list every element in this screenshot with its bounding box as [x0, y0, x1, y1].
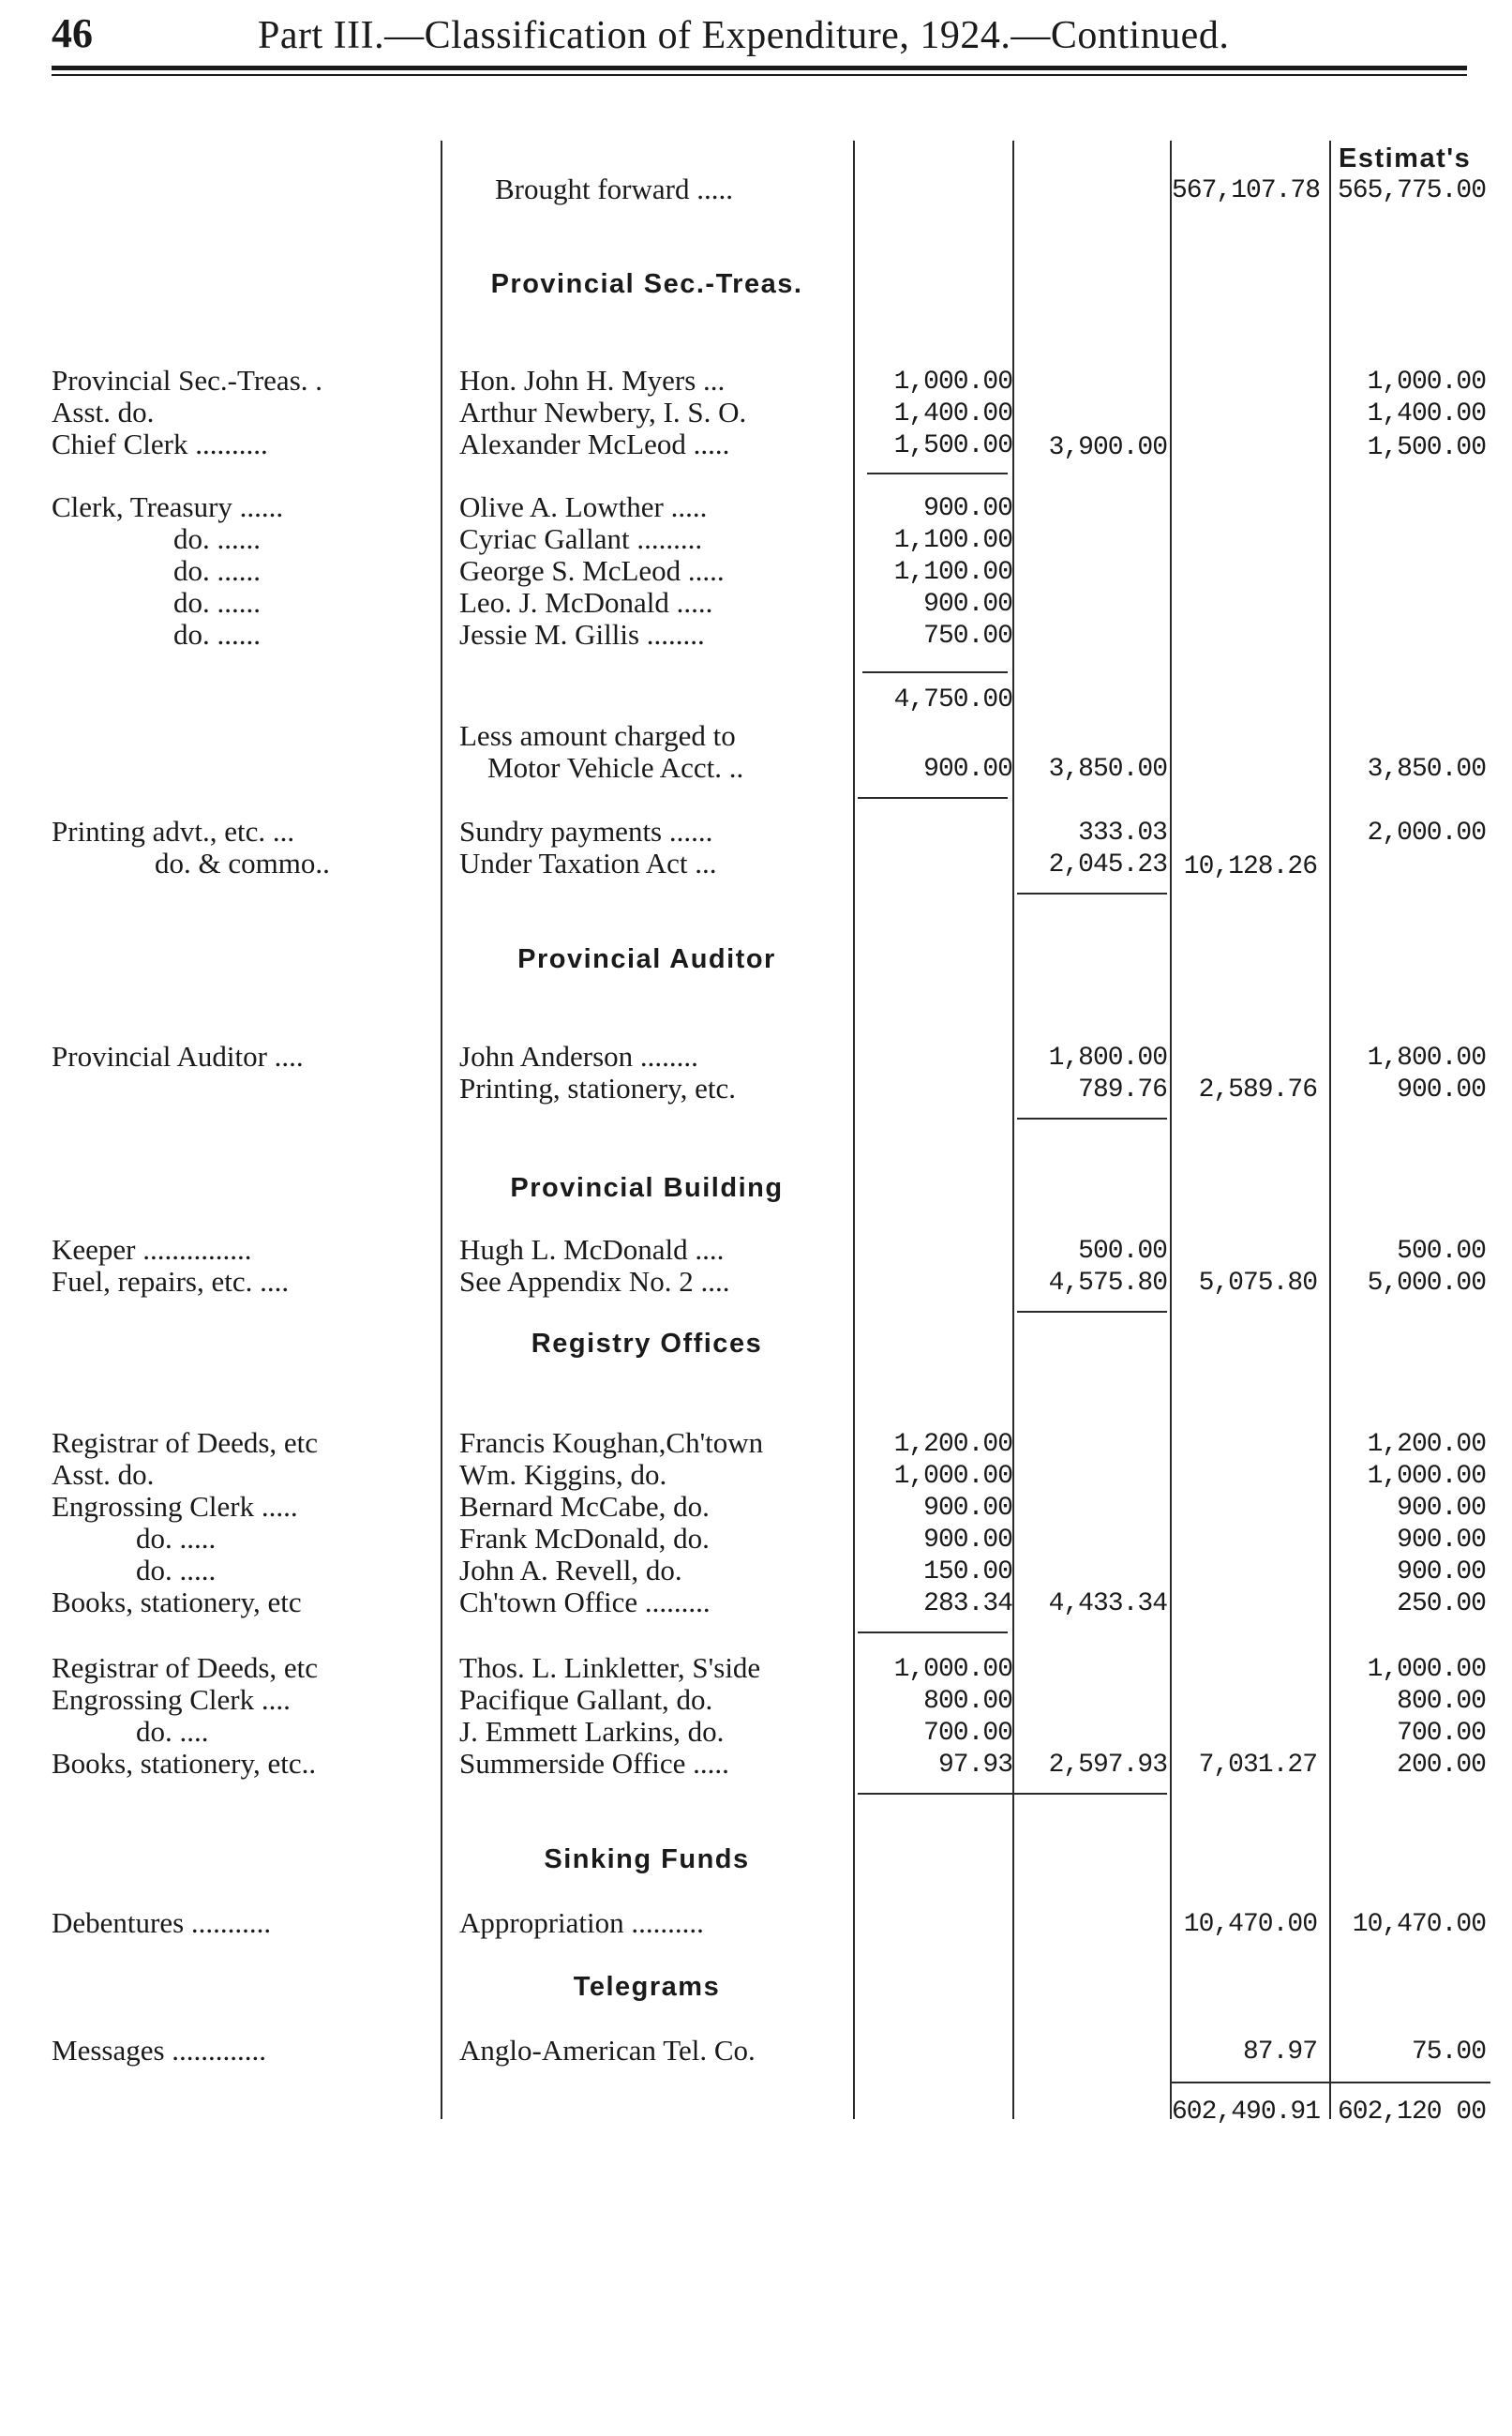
row-position: do. ......	[173, 587, 261, 619]
row-name: Bernard McCabe, do.	[459, 1491, 710, 1523]
row-amount: 900.00	[923, 1494, 1012, 1523]
row-amount: 150.00	[923, 1557, 1012, 1586]
row-total: 87.97	[1242, 2038, 1317, 2067]
section-title-sinking: Sinking Funds	[544, 1844, 750, 1874]
row-subtotal: 3,900.00	[1048, 433, 1167, 462]
row-amount: 900.00	[923, 590, 1012, 619]
row-position: Provincial Sec.-Treas. .	[52, 365, 323, 397]
section-title-auditor: Provincial Auditor	[517, 944, 776, 974]
sum-rule	[1017, 1118, 1167, 1120]
row-amount: 1,100.00	[893, 526, 1012, 555]
row-subtotal: 4,433.34	[1048, 1589, 1167, 1618]
sum-rule	[858, 1793, 1167, 1795]
row-amount: 1,100.00	[893, 558, 1012, 587]
row-estimate: 1,800.00	[1367, 1044, 1486, 1073]
sum-rule	[867, 473, 1008, 474]
row-amount: 97.93	[937, 1751, 1012, 1780]
row-estimate: 1,000.00	[1367, 1655, 1486, 1684]
row-name: Wm. Kiggins, do.	[459, 1459, 667, 1491]
row-estimate: 1,400.00	[1367, 399, 1486, 429]
row-position: Books, stationery, etc..	[52, 1748, 317, 1780]
row-position: Engrossing Clerk .....	[52, 1491, 298, 1523]
row-name: Thos. L. Linkletter, S'side	[459, 1652, 761, 1684]
brought-forward-estimate: 565,775.00	[1337, 176, 1486, 205]
page-number: 46	[52, 10, 93, 56]
row-estimate: 900.00	[1397, 1494, 1486, 1523]
column-divider-left	[441, 141, 442, 2119]
brought-forward-label: Brought forward .....	[495, 173, 733, 205]
row-estimate: 900.00	[1397, 1557, 1486, 1586]
row-position: Asst. do.	[52, 1459, 155, 1491]
row-name: Sundry payments ......	[459, 816, 713, 848]
row-name: Cyriac Gallant .........	[459, 523, 703, 555]
row-position: Messages .............	[52, 2035, 267, 2067]
row-total: 10,470.00	[1183, 1910, 1317, 1939]
row-name: Under Taxation Act ...	[459, 848, 717, 880]
column-divider-subtotal	[1012, 141, 1014, 2119]
column-divider-total	[1170, 141, 1172, 2119]
row-position: do. .....	[136, 1523, 217, 1555]
row-position: Provincial Auditor ....	[52, 1041, 304, 1073]
row-position: Chief Clerk ..........	[52, 429, 268, 460]
row-name: Summerside Office .....	[459, 1748, 729, 1780]
grand-total-estimate: 602,120 00	[1337, 2098, 1486, 2127]
brought-forward-total: 567,107.78	[1172, 176, 1321, 205]
row-estimate: 700.00	[1397, 1719, 1486, 1748]
row-subtotal: 789.76	[1078, 1075, 1167, 1105]
row-estimate: 500.00	[1397, 1237, 1486, 1266]
sum-rule	[1017, 1311, 1167, 1313]
row-name: Jessie M. Gillis ........	[459, 619, 705, 651]
section-title-registry: Registry Offices	[531, 1329, 763, 1359]
row-amount: 283.34	[923, 1589, 1012, 1618]
row-position: Keeper ...............	[52, 1234, 252, 1266]
row-position: Fuel, repairs, etc. ....	[52, 1266, 290, 1298]
row-amount: 1,000.00	[893, 1462, 1012, 1491]
row-estimate: 75.00	[1411, 2038, 1486, 2067]
row-name: Appropriation ..........	[459, 1907, 704, 1939]
row-subtotal: 1,800.00	[1048, 1044, 1167, 1073]
section-title-prov-sec: Provincial Sec.-Treas.	[490, 269, 803, 299]
sum-rule	[862, 671, 1008, 673]
row-amount: 1,000.00	[893, 368, 1012, 397]
row-amount: 900.00	[923, 494, 1012, 523]
row-name: Alexander McLeod .....	[459, 429, 730, 460]
row-estimate: 1,200.00	[1367, 1430, 1486, 1459]
row-total: 2,589.76	[1198, 1075, 1317, 1105]
row-amount: 1,400.00	[893, 399, 1012, 429]
row-amount: 800.00	[923, 1687, 1012, 1716]
row-name: Hugh L. McDonald ....	[459, 1234, 725, 1266]
row-name: Arthur Newbery, I. S. O.	[459, 397, 747, 429]
row-name: Francis Koughan,Ch'town	[459, 1427, 764, 1459]
sum-rule	[858, 1632, 1008, 1633]
row-name: John A. Revell, do.	[459, 1555, 682, 1586]
row-position: do. .....	[136, 1555, 217, 1586]
sum-rule	[1172, 2082, 1490, 2083]
row-amount: 900.00	[923, 1526, 1012, 1555]
row-name: George S. McLeod .....	[459, 555, 725, 587]
row-position: Asst. do.	[52, 397, 155, 429]
grand-total: 602,490.91	[1172, 2098, 1321, 2127]
row-subtotal: 2,597.93	[1048, 1751, 1167, 1780]
row-position: do. ......	[173, 619, 261, 651]
sum-rule	[1017, 893, 1167, 895]
row-estimate: 800.00	[1397, 1687, 1486, 1716]
clerk-total: 4,750.00	[893, 685, 1012, 714]
row-name: Pacifique Gallant, do.	[459, 1684, 713, 1716]
row-subtotal: 333.03	[1078, 819, 1167, 848]
row-name: Olive A. Lowther .....	[459, 491, 708, 523]
row-name: Printing, stationery, etc.	[459, 1073, 737, 1105]
row-estimate: 5,000.00	[1367, 1269, 1486, 1298]
row-total: 10,128.26	[1183, 852, 1317, 881]
less-amount-line: Motor Vehicle Acct. ..	[487, 752, 744, 784]
row-total: 7,031.27	[1198, 1751, 1317, 1780]
row-position: Printing advt., etc. ...	[52, 816, 295, 848]
row-name: Frank McDonald, do.	[459, 1523, 710, 1555]
row-position: do. & commo..	[155, 848, 330, 880]
section-title-building: Provincial Building	[510, 1173, 784, 1203]
row-estimate: 900.00	[1397, 1075, 1486, 1105]
row-estimate: 1,000.00	[1367, 368, 1486, 397]
row-subtotal: 2,045.23	[1048, 850, 1167, 880]
less-amount: 900.00	[923, 755, 1012, 784]
row-amount: 750.00	[923, 622, 1012, 651]
less-estimate: 3,850.00	[1367, 755, 1486, 784]
page-title: Part III.—Classification of Expenditure, 1924.—Continued.	[258, 14, 1230, 57]
row-name: John Anderson ........	[459, 1041, 698, 1073]
row-subtotal: 500.00	[1078, 1237, 1167, 1266]
sum-rule	[858, 797, 1008, 799]
estimate-column-header: Estimat's	[1339, 143, 1472, 173]
row-name: Hon. John H. Myers ...	[459, 365, 726, 397]
row-estimate: 900.00	[1397, 1526, 1486, 1555]
row-total: 5,075.80	[1198, 1269, 1317, 1298]
row-amount: 1,000.00	[893, 1655, 1012, 1684]
row-position: Debentures ...........	[52, 1907, 272, 1939]
row-name: Anglo-American Tel. Co.	[459, 2035, 756, 2067]
row-estimate: 1,500.00	[1367, 433, 1486, 462]
row-name: Leo. J. McDonald .....	[459, 587, 713, 619]
row-position: Books, stationery, etc	[52, 1586, 302, 1618]
row-estimate: 2,000.00	[1367, 819, 1486, 848]
row-position: do. ....	[136, 1716, 209, 1748]
header-rule	[52, 66, 1467, 70]
row-position: Registrar of Deeds, etc	[52, 1427, 319, 1459]
less-net: 3,850.00	[1048, 755, 1167, 784]
row-position: Clerk, Treasury ......	[52, 491, 284, 523]
row-position: Registrar of Deeds, etc	[52, 1652, 319, 1684]
row-estimate: 250.00	[1397, 1589, 1486, 1618]
row-name: See Appendix No. 2 ....	[459, 1266, 730, 1298]
row-amount: 1,500.00	[893, 431, 1012, 460]
row-position: Engrossing Clerk ....	[52, 1684, 291, 1716]
row-estimate: 200.00	[1397, 1751, 1486, 1780]
row-name: J. Emmett Larkins, do.	[459, 1716, 725, 1748]
row-subtotal: 4,575.80	[1048, 1269, 1167, 1298]
row-amount: 1,200.00	[893, 1430, 1012, 1459]
header-rule-thin	[52, 74, 1467, 76]
section-title-telegrams: Telegrams	[573, 1972, 721, 2002]
row-position: do. ......	[173, 523, 261, 555]
less-amount-line: Less amount charged to	[459, 720, 736, 752]
row-amount: 700.00	[923, 1719, 1012, 1748]
row-estimate: 10,470.00	[1352, 1910, 1486, 1939]
row-position: do. ......	[173, 555, 261, 587]
row-name: Ch'town Office .........	[459, 1586, 711, 1618]
row-estimate: 1,000.00	[1367, 1462, 1486, 1491]
